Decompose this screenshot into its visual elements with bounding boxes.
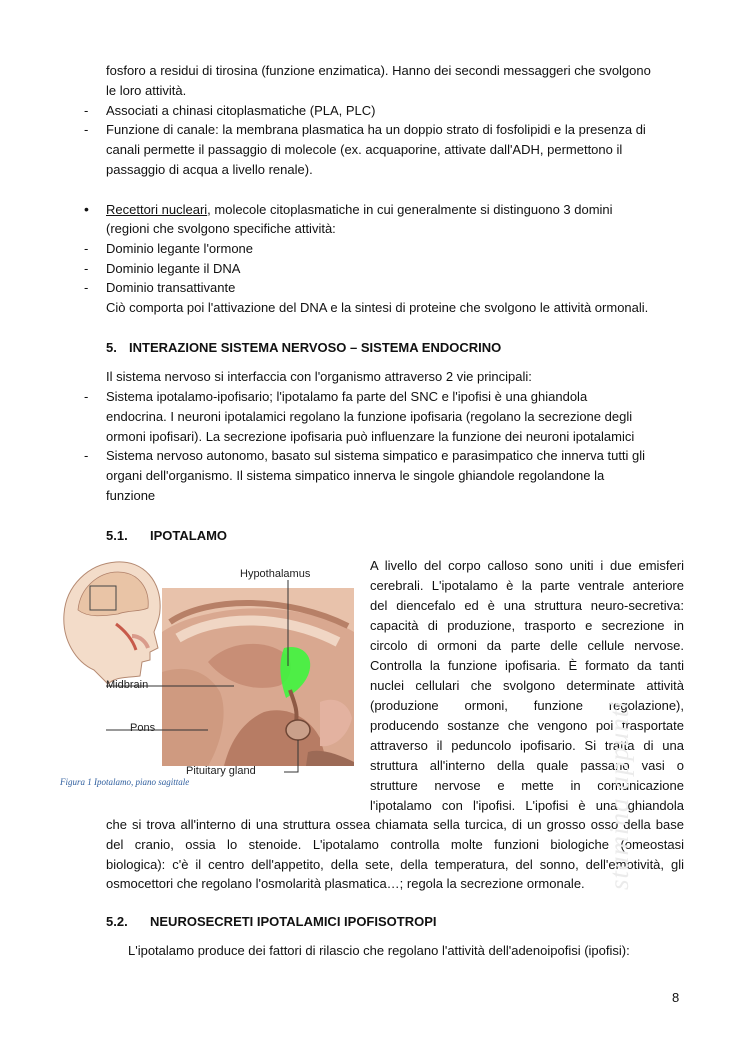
text-line: L'ipotalamo produce dei fattori di rilascio che regolano l'attività dell'adenoipofisi (ipofisi): [128, 943, 630, 958]
list-item: Dominio transattivante [106, 280, 236, 295]
section-title: IPOTALAMO [150, 528, 228, 543]
list-dash: - [84, 241, 89, 256]
list-dash: - [84, 122, 89, 137]
list-item: Dominio legante il DNA [106, 261, 241, 276]
text-line: funzione [106, 488, 156, 503]
list-dash: - [84, 280, 89, 295]
brain-section-panel [162, 588, 354, 766]
list-dash: - [84, 261, 89, 276]
text-line: Il sistema nervoso si interfaccia con l'organismo attraverso 2 vie principali: [106, 369, 532, 384]
figure-caption: Figura 1 Ipotalamo, piano sagittale [60, 777, 190, 787]
text-line: canali permette il passaggio di molecole (ex. acquaporine, attivate dall'ADH, permettono il [106, 142, 623, 157]
hypothalamus-figure [58, 552, 358, 778]
brain-illustration [58, 552, 358, 778]
nuclear-receptors-line [106, 200, 613, 220]
text-line: strutture nervose e mette in comunicazione [370, 778, 684, 793]
page-number: 8 [672, 990, 680, 1005]
text-line: del cranio, ossia lo stenoide. L'ipotalamo controlla molte funzioni biologiche (omeostasi [106, 837, 684, 852]
text-line: (regioni che svolgono specifiche attività: [106, 221, 336, 236]
section-title: INTERAZIONE SISTEMA NERVOSO – SISTEMA ENDOCRINO [129, 340, 502, 355]
hypothalamus-label: Hypothalamus [240, 568, 311, 580]
text-line: fosforo a residui di tirosina (funzione enzimatica). Hanno dei secondi messaggeri che svolgono [106, 63, 651, 78]
text-line: osmocettori che regolano l'osmolarità plasmatica…; regola la secrezione ormonale. [106, 876, 585, 891]
nuclear-receptors-term: Recettori nucleari [106, 202, 208, 217]
text-line: organi dell'organismo. Il sistema simpatico innerva le singole ghiandole regolandone la [106, 468, 605, 483]
list-item: Funzione di canale: la membrana plasmatica ha un doppio strato di fosfolipidi e la presenza di [106, 122, 646, 137]
text-line: A livello del corpo calloso sono uniti i due emisferi [370, 558, 684, 573]
text-line: l'ipotalamo con l'ipofisi. L'ipofisi è una ghiandola [370, 798, 684, 813]
text-line: circolo di ormoni da parte delle cellule nervose. [370, 638, 684, 653]
section-title: NEUROSECRETI IPOTALAMICI IPOFISOTROPI [150, 914, 437, 929]
list-item: Sistema ipotalamo-ipofisario; l'ipotalamo fa parte del SNC e l'ipofisi è una ghiandola [106, 389, 588, 404]
text-line: nuclei cellulari che svolgono determinate attività [370, 678, 684, 693]
section-number: 5. [106, 340, 117, 355]
pituitary-label: Pituitary gland [186, 765, 256, 777]
midbrain-label: Midbrain [106, 679, 149, 691]
section-number: 5.1. [106, 528, 128, 543]
text-line: attraverso il peduncolo ipofisario. Si tratta di una [370, 738, 684, 753]
text-line: Controlla la funzione ipofisaria. È formato da tanti [370, 658, 684, 673]
watermark: stamina appunti [604, 700, 634, 890]
list-dash: - [84, 448, 89, 463]
pons-label: Pons [130, 722, 156, 734]
text-line: endocrina. I neuroni ipotalamici regolano la funzione ipofisaria (regolano la secrezione degli [106, 409, 633, 424]
text-line: cerebrali. L'ipotalamo è la parte ventrale anteriore [370, 578, 684, 593]
list-item: Associati a chinasi citoplasmatiche (PLA, PLC) [106, 103, 376, 118]
bullet-icon: • [84, 201, 89, 217]
text-line: producendo sostanze che vengono poi trasportate [370, 718, 684, 733]
text-line: passaggio di acqua a livello renale). [106, 162, 313, 177]
list-item: Dominio legante l'ormone [106, 241, 254, 256]
list-dash: - [84, 389, 89, 404]
text-line: Ciò comporta poi l'attivazione del DNA e la sintesi di proteine che svolgono le attività ormonali. [106, 300, 649, 315]
list-dash: - [84, 103, 89, 118]
text-line: struttura all'interno della quale passano vasi o [370, 758, 684, 773]
text-line: le loro attività. [106, 83, 187, 98]
text-line: del diencefalo ed è una struttura neuro-secretiva: [370, 598, 684, 613]
text-line: biologica): c'è il centro dell'appetito, della sete, della temperatura, del sonno, dell'emotività, gli [106, 857, 684, 872]
text-line: (produzione ormoni, funzione regolazione), [370, 698, 684, 713]
head-profile-inset [64, 562, 160, 684]
nuclear-receptors-rest: , molecole citoplasmatiche in cui generalmente si distinguono 3 domini [207, 202, 613, 217]
list-item: Sistema nervoso autonomo, basato sul sistema simpatico e parasimpatico che innerva tutti gli [106, 448, 646, 463]
text-line: che si trova all'interno di una struttura ossea chiamata sella turcica, di un grosso osso della base [106, 817, 684, 832]
text-line: ormoni ipofisari). La secrezione ipofisaria può influenzare la funzione dei neuroni ipotalamici [106, 429, 635, 444]
text-line: capacità di produzione, trasporto e secrezione in [370, 618, 684, 633]
section-number: 5.2. [106, 914, 128, 929]
